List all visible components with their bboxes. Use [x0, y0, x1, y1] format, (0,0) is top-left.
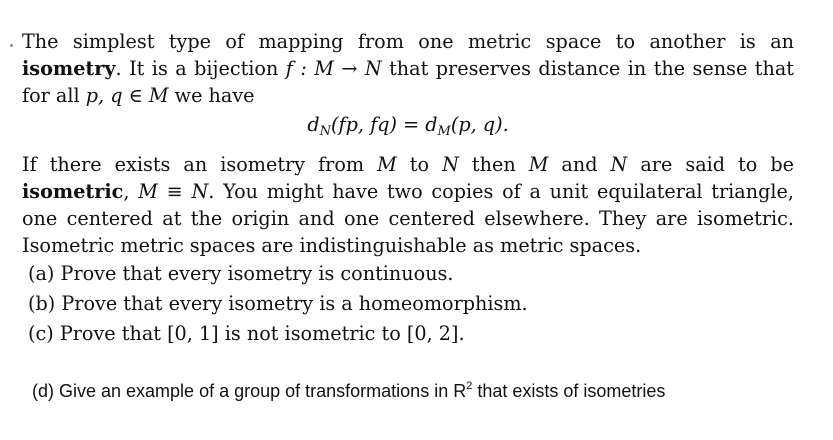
iso-text-4: and [548, 153, 611, 176]
exercise-item [22, 289, 794, 319]
iso-text-7: . You might have two copies of a unit equilateral triangle, one centered at the origin and one centered elsewhere. They are isometric. Isometric metric spaces are indistinguishable as metric spaces. [22, 180, 794, 257]
iso-text-3: then [458, 153, 529, 176]
eq-rhs-sub: M [437, 124, 451, 139]
iso-text-1: If there exists an isometry from [22, 153, 378, 176]
eq-lhs-d: d [307, 113, 320, 136]
exercise-text: Prove that every isometry is a homeomorphism. [61, 292, 528, 315]
exercise-label: (c) [28, 322, 54, 345]
textbook-excerpt [22, 28, 794, 349]
iso-M2: M [528, 153, 549, 176]
intro-text-4: we have [168, 84, 255, 107]
iso-text-6: , [123, 180, 139, 203]
map-notation: f : M → N [285, 57, 382, 80]
extra-question [32, 373, 665, 404]
extra-text-1: (d) Give an example of a group of transformations in R [32, 381, 467, 401]
exercise-text: Prove that [0, 1] is not isometric to [0, 2]. [59, 322, 465, 345]
isometry-equation [22, 111, 794, 145]
extra-text-2: that exists of isometries [472, 381, 666, 401]
intro-text-3: that preserves distance in the sense that for all [22, 57, 794, 107]
equiv-notation: M ≡ N [138, 180, 209, 203]
term-isometry: isometry [22, 57, 116, 80]
exercise-list [22, 259, 794, 349]
points-notation: p, q ∈ M [85, 84, 169, 107]
iso-N2: N [610, 153, 628, 176]
extra-superscript: 2 [466, 380, 473, 392]
iso-text-2: to [396, 153, 443, 176]
exercise-label: (a) [28, 262, 55, 285]
exercise-text: Prove that every isometry is continuous. [60, 262, 454, 285]
margin-mark [10, 44, 13, 47]
intro-paragraph [22, 28, 794, 109]
eq-rhs-args: (p, q). [450, 113, 509, 136]
eq-rhs-d: d [425, 113, 438, 136]
exercise-item [22, 319, 794, 349]
iso-M: M [377, 153, 397, 176]
exercise-item [22, 259, 794, 289]
iso-N: N [442, 153, 459, 176]
intro-text-1: The simplest type of mapping from one metric space to another is an [22, 30, 794, 53]
exercise-label: (b) [28, 292, 56, 315]
isometric-paragraph [22, 151, 794, 259]
eq-lhs-args: (fp, fq) = [331, 113, 426, 136]
term-isometric: isometric [22, 180, 124, 203]
iso-text-5: are said to be [627, 153, 794, 176]
intro-text-2: . It is a bijection [115, 57, 286, 80]
eq-lhs-sub: N [319, 124, 331, 139]
